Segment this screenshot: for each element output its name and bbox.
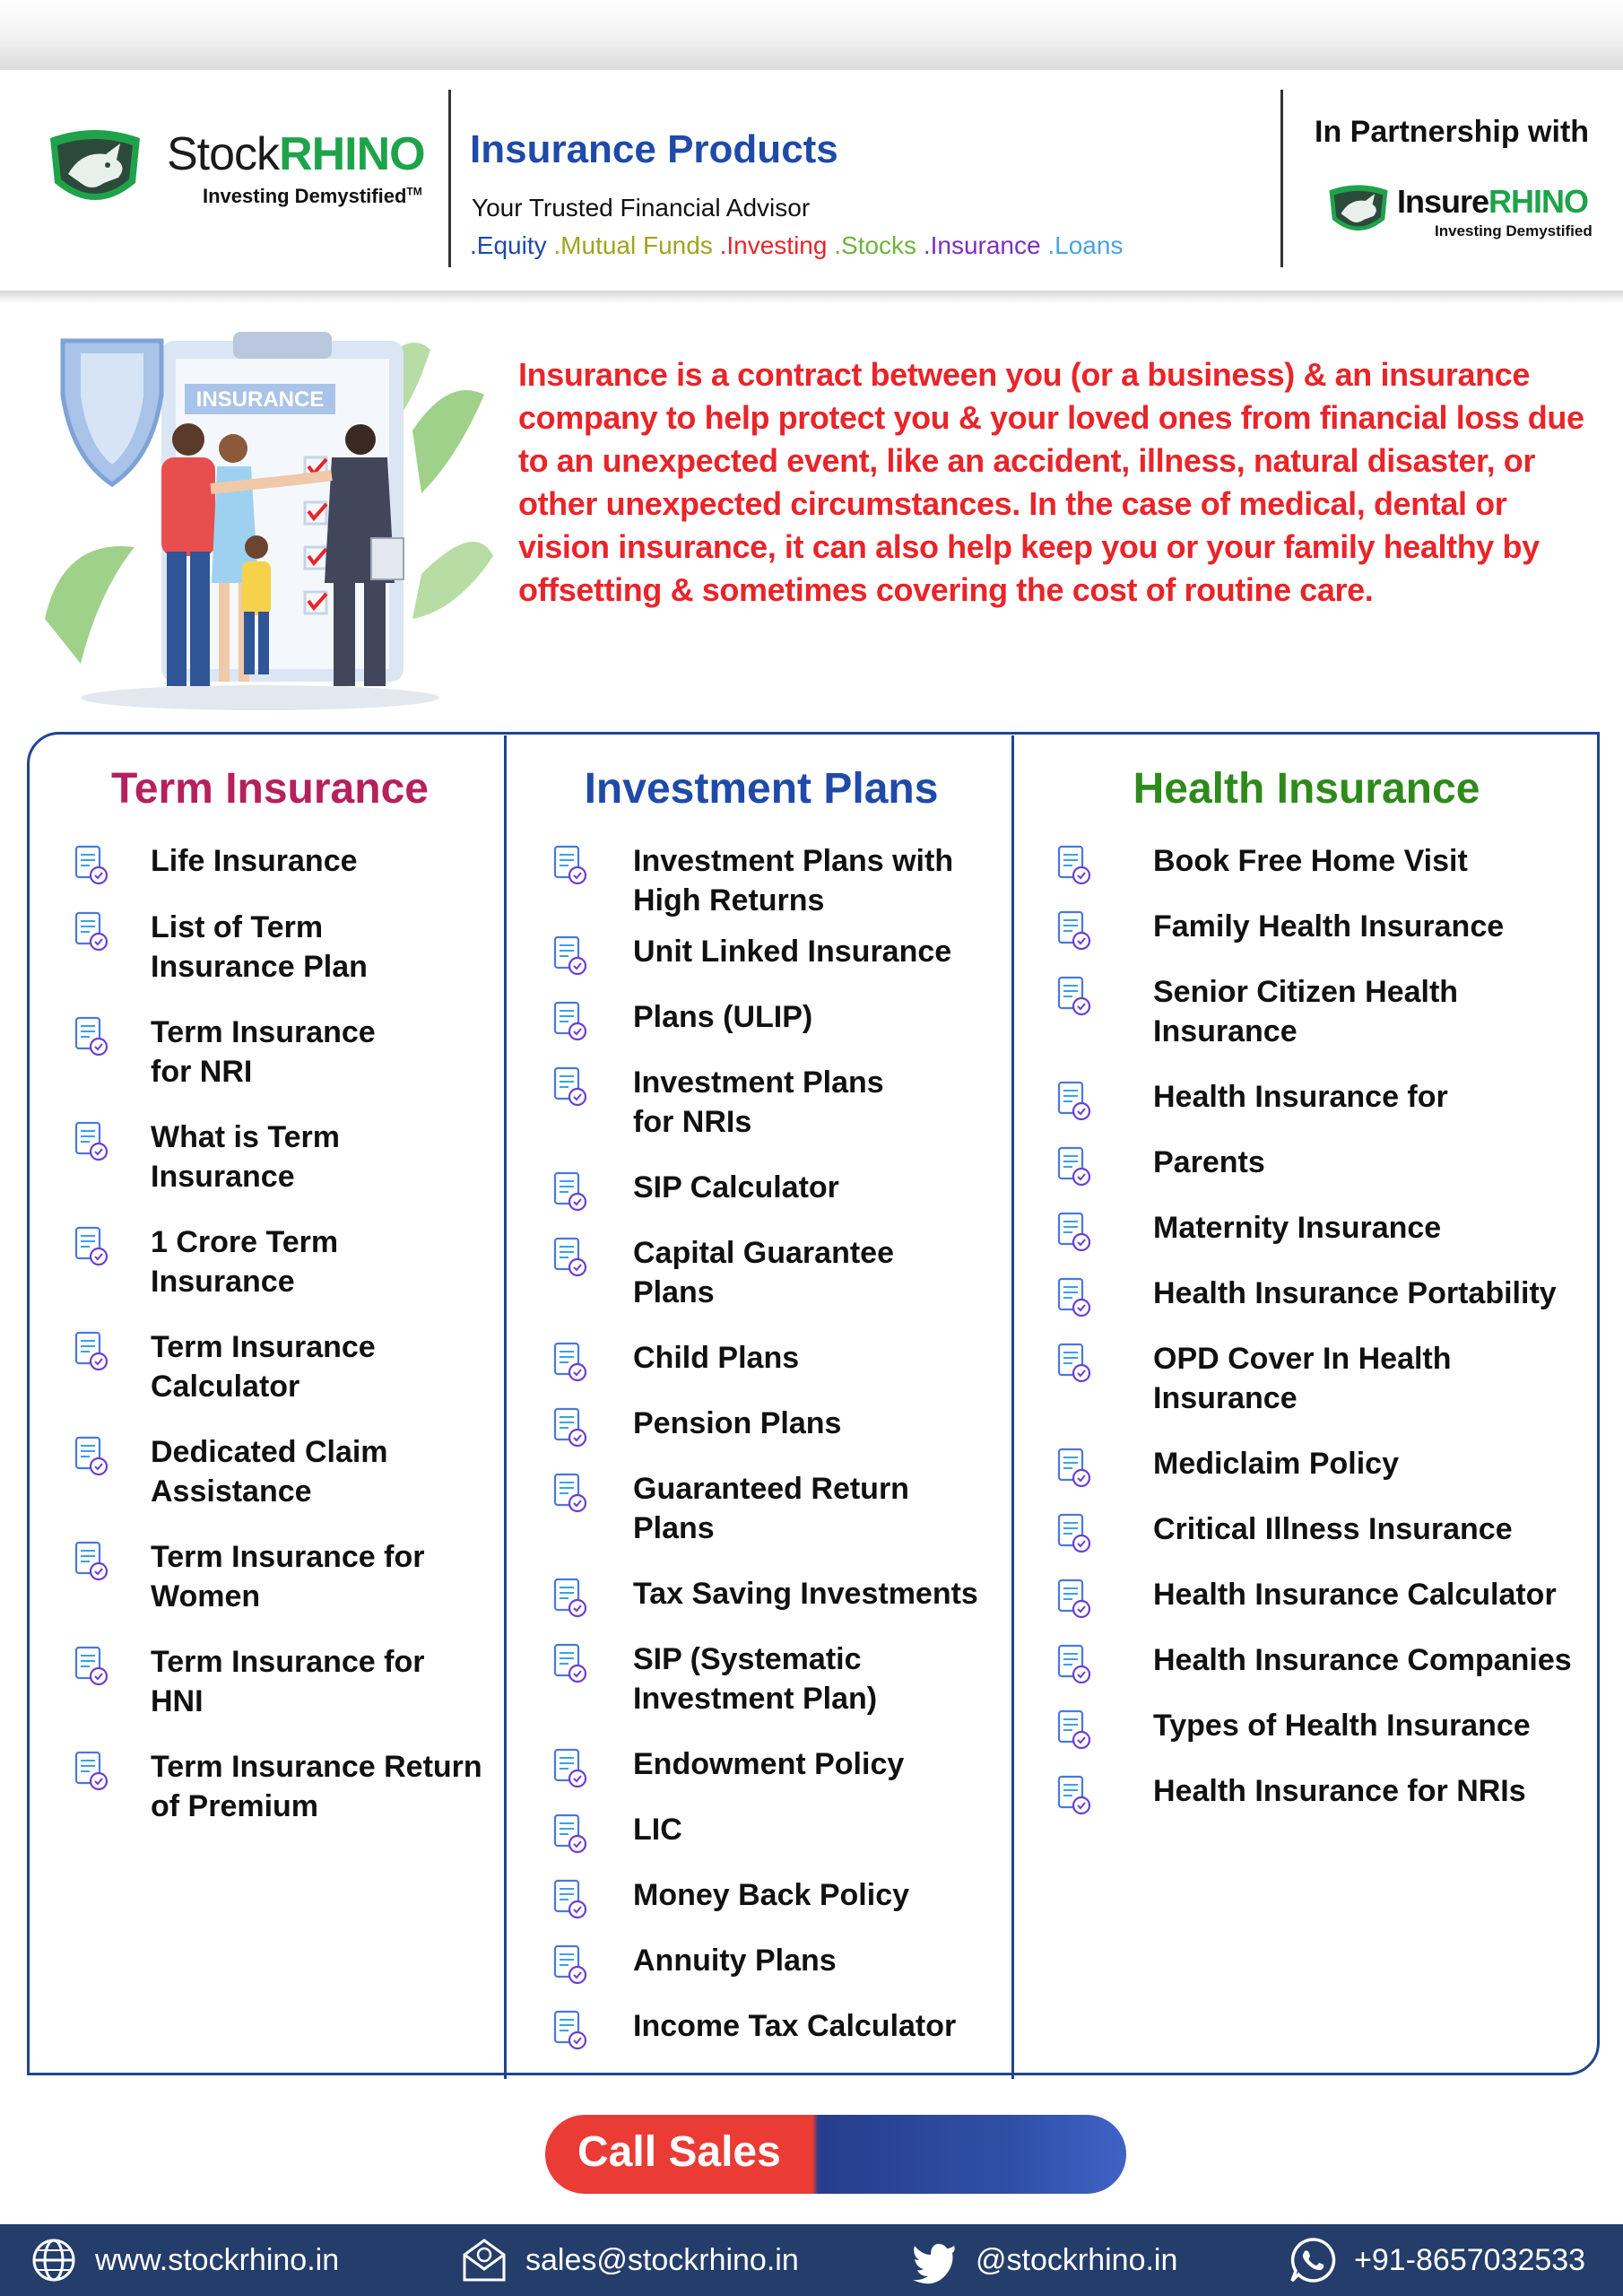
product-item[interactable] [545, 997, 813, 1044]
product-item[interactable] [1049, 1640, 1572, 1687]
partner-brand [1397, 183, 1588, 221]
brand-suffix: RHINO [279, 128, 425, 180]
category-investing: .Investing [712, 231, 828, 259]
category-list [470, 231, 1123, 260]
product-item[interactable] [66, 1327, 376, 1404]
partner-label: In Partnership with [1315, 115, 1590, 149]
product-item-label: 1 Crore Term Insurance [151, 1225, 339, 1299]
insurerhino-logo-icon [1324, 176, 1393, 246]
document-cross-shield-icon [1049, 1771, 1096, 1818]
product-item-label: SIP Calculator [633, 1170, 839, 1205]
document-umbrella-icon [66, 1118, 113, 1164]
product-item-label: Endowment Policy [633, 1747, 905, 1781]
product-item-label: Term Insurance for HNI [151, 1645, 425, 1718]
product-item[interactable] [66, 1747, 482, 1823]
product-item-label: Term Insurance for Women [151, 1540, 425, 1613]
product-item-label: Capital Guarantee Plans [633, 1236, 894, 1309]
category-equity: .Equity [470, 231, 547, 259]
product-item-label: Tax Saving Investments [633, 1577, 978, 1611]
buildings-icon [1049, 1640, 1096, 1687]
product-item-label: Child Plans [633, 1341, 800, 1375]
column-title-term-insurance: Term Insurance [111, 765, 429, 813]
product-item-label: Term Insurance for NRI [151, 1015, 376, 1089]
critical-illness-icon [1049, 1509, 1096, 1556]
twitter-text: @stockrhino.in [976, 2242, 1178, 2277]
clipboard-dollar-icon [545, 1063, 592, 1109]
tax-calculator-icon [545, 2006, 592, 2053]
column-divider-1 [504, 735, 507, 2079]
product-item-label: Health Insurance Companies [1153, 1643, 1572, 1677]
brand-tagline-text: Investing Demystified [203, 185, 407, 207]
product-item[interactable] [545, 1941, 837, 1987]
product-item-label: Income Tax Calculator [633, 2009, 957, 2043]
product-item-label: Annuity Plans [633, 1944, 837, 1978]
product-item-label: Plans (ULIP) [633, 1000, 813, 1034]
email-icon [459, 2235, 509, 2285]
senior-citizen-icon [1049, 972, 1096, 1019]
product-item[interactable] [545, 932, 952, 978]
column-divider-2 [1011, 735, 1014, 2079]
product-item-label: Health Insurance for NRIs [1153, 1774, 1526, 1808]
product-item-label: SIP (Systematic Investment Plan) [633, 1642, 878, 1716]
document-growth-icon [545, 841, 592, 888]
category-insurance: .Insurance [916, 231, 1041, 259]
product-item[interactable] [1049, 907, 1505, 953]
email-text: sales@stockrhino.in [525, 2242, 799, 2277]
product-item[interactable] [1049, 1706, 1531, 1752]
website-text: www.stockrhino.in [95, 2242, 340, 2277]
document-cross-icon [1049, 1339, 1096, 1386]
document-list-icon [66, 908, 113, 954]
product-item-label: Health Insurance for [1153, 1080, 1448, 1114]
product-item[interactable] [545, 1744, 905, 1791]
intro-paragraph: Insurance is a contract between you (or a business) & an insurance company to help protect you & your loved ones from financial loss due to an unexpected event, like an accident, illness, natural disaster, or other unexpected circumstances. In the case of medical, dental or vision insurance, it can also help keep you or your family healthy by offsetting & sometimes covering the cost of routine care. [518, 356, 1584, 608]
footer-twitter[interactable] [909, 2235, 1177, 2285]
phone-text: +91-8657032533 [1354, 2242, 1586, 2277]
header-divider-left [448, 90, 451, 267]
product-item-label: Health Insurance Portability [1153, 1276, 1557, 1310]
brand-name [167, 127, 425, 181]
clipboard-return-icon [545, 1469, 592, 1516]
product-item-label: OPD Cover In Health Insurance [1153, 1342, 1452, 1415]
product-item[interactable] [545, 1233, 894, 1309]
globe-person-icon [66, 1013, 113, 1059]
home-visit-icon [1049, 841, 1096, 888]
product-item[interactable] [545, 1063, 884, 1139]
category-loans: .Loans [1040, 231, 1124, 259]
partner-brand-suffix: RHINO [1488, 183, 1589, 220]
partner-tagline: Investing Demystified [1435, 222, 1593, 239]
tax-saving-icon [545, 1574, 592, 1621]
umbrella-family-icon [66, 841, 113, 888]
woman-shield-icon [66, 1537, 113, 1584]
lic-document-icon [545, 1810, 592, 1857]
product-item-label: LIC [633, 1813, 682, 1847]
whatsapp-icon [1288, 2235, 1338, 2285]
product-item[interactable] [1049, 1274, 1557, 1320]
product-item[interactable] [66, 908, 368, 984]
product-item-label: Unit Linked Insurance [633, 935, 952, 969]
mediclaim-document-icon [1049, 1444, 1096, 1491]
header-divider-right [1280, 90, 1283, 267]
calculator-shield-icon [66, 1327, 113, 1374]
globe-icon [29, 2235, 79, 2285]
product-item-label: What is Term Insurance [151, 1120, 340, 1194]
product-item[interactable] [545, 2006, 957, 2053]
twitter-icon [909, 2235, 959, 2285]
calculator-icon [545, 1168, 592, 1214]
document-shield-icon [545, 1233, 592, 1280]
stockrhino-logo-icon [41, 120, 149, 219]
family-health-icon [1049, 907, 1096, 953]
product-item[interactable] [545, 841, 954, 918]
document-shield-icon [66, 1222, 113, 1269]
product-item-label: Critical Illness Insurance [1153, 1512, 1513, 1546]
product-item[interactable] [545, 1469, 909, 1545]
column-title-health-insurance: Health Insurance [1133, 765, 1480, 813]
product-item-label: List of Term Insurance Plan [151, 910, 368, 984]
health-types-icon [1049, 1706, 1096, 1752]
umbrella-health-icon [1049, 1077, 1096, 1124]
calculator-shield-icon [1049, 1575, 1096, 1622]
product-item-label: Family Health Insurance [1153, 909, 1505, 944]
top-band [0, 0, 1623, 70]
product-item[interactable] [545, 1338, 800, 1385]
shield-return-icon [66, 1747, 113, 1794]
product-item-label: Term Insurance Return of Premium [151, 1750, 482, 1823]
page-title: Insurance Products [470, 127, 838, 171]
product-item[interactable] [545, 1810, 682, 1857]
maternity-cross-icon [1049, 1208, 1096, 1255]
product-item-label: Guaranteed Return Plans [633, 1472, 909, 1545]
brand-prefix: Stock [167, 128, 280, 180]
product-item-label: Health Insurance Calculator [1153, 1578, 1557, 1612]
product-item[interactable] [66, 1432, 388, 1509]
product-item[interactable] [545, 1574, 978, 1621]
product-item[interactable] [1049, 1444, 1399, 1491]
document-child-icon [545, 1338, 592, 1385]
claim-money-icon [66, 1432, 113, 1479]
product-item[interactable] [1049, 1077, 1448, 1124]
product-item[interactable] [1049, 1575, 1557, 1622]
product-item-label: Life Insurance [151, 844, 358, 878]
category-stocks: .Stocks [827, 231, 917, 259]
footer-phone[interactable] [1288, 2235, 1585, 2285]
footer-email[interactable] [459, 2235, 799, 2285]
footer-website[interactable] [29, 2235, 339, 2285]
product-item[interactable] [1049, 1509, 1513, 1556]
product-item[interactable] [66, 1013, 376, 1089]
parents-icon [1049, 1143, 1096, 1189]
product-item[interactable] [1049, 1339, 1452, 1415]
product-item-label: Maternity Insurance [1153, 1211, 1442, 1245]
product-item[interactable] [545, 1875, 910, 1922]
product-item[interactable] [1049, 1208, 1442, 1255]
product-item-label: Investment Plans for NRIs [633, 1065, 884, 1139]
shield-dollar-icon [545, 1744, 592, 1791]
header-shadow [0, 291, 1623, 303]
product-item[interactable] [1049, 972, 1459, 1048]
pension-icon [545, 1404, 592, 1450]
product-item-label: Senior Citizen Health Insurance [1153, 975, 1459, 1048]
column-title-investment-plans: Investment Plans [584, 765, 939, 813]
page-subtitle: Your Trusted Financial Advisor [472, 194, 811, 222]
annuity-chart-icon [545, 1941, 592, 1987]
product-item[interactable] [1049, 1143, 1265, 1189]
shield-link-icon [545, 932, 592, 978]
product-item-label: Pension Plans [633, 1406, 842, 1440]
product-item-label: Dedicated Claim Assistance [151, 1435, 388, 1509]
insurance-illustration [27, 323, 493, 718]
product-item-label: Term Insurance Calculator [151, 1330, 376, 1404]
product-item-label: Parents [1153, 1145, 1265, 1179]
clipboard-label: INSURANCE [195, 387, 325, 412]
category-mutual-funds: .Mutual Funds [546, 231, 713, 259]
product-item[interactable] [545, 1404, 842, 1450]
product-item[interactable] [66, 1537, 425, 1613]
call-sales-button[interactable] [545, 2115, 1126, 2194]
document-chart-icon [545, 997, 592, 1044]
product-item-label: Book Free Home Visit [1153, 844, 1468, 878]
sip-dollar-icon [545, 1639, 592, 1686]
phone-health-icon [1049, 1274, 1096, 1320]
product-item[interactable] [545, 1639, 878, 1716]
product-item[interactable] [545, 1168, 839, 1214]
product-item[interactable] [1049, 1771, 1526, 1818]
product-item[interactable] [66, 1222, 339, 1299]
product-item-label: Types of Health Insurance [1153, 1709, 1531, 1743]
money-back-icon [545, 1875, 592, 1922]
partner-brand-prefix: Insure [1397, 183, 1489, 220]
trademark: TM [406, 185, 422, 198]
product-item-label: Money Back Policy [633, 1878, 910, 1912]
document-badge-icon [66, 1642, 113, 1689]
product-item[interactable] [66, 1118, 340, 1194]
product-item[interactable] [66, 841, 358, 888]
product-item-label: Mediclaim Policy [1153, 1447, 1399, 1481]
brand-tagline [203, 185, 422, 208]
call-sales-label: Call Sales [577, 2128, 781, 2176]
product-item[interactable] [66, 1642, 425, 1718]
product-item-label: Investment Plans with High Returns [633, 844, 954, 918]
product-item[interactable] [1049, 841, 1468, 888]
